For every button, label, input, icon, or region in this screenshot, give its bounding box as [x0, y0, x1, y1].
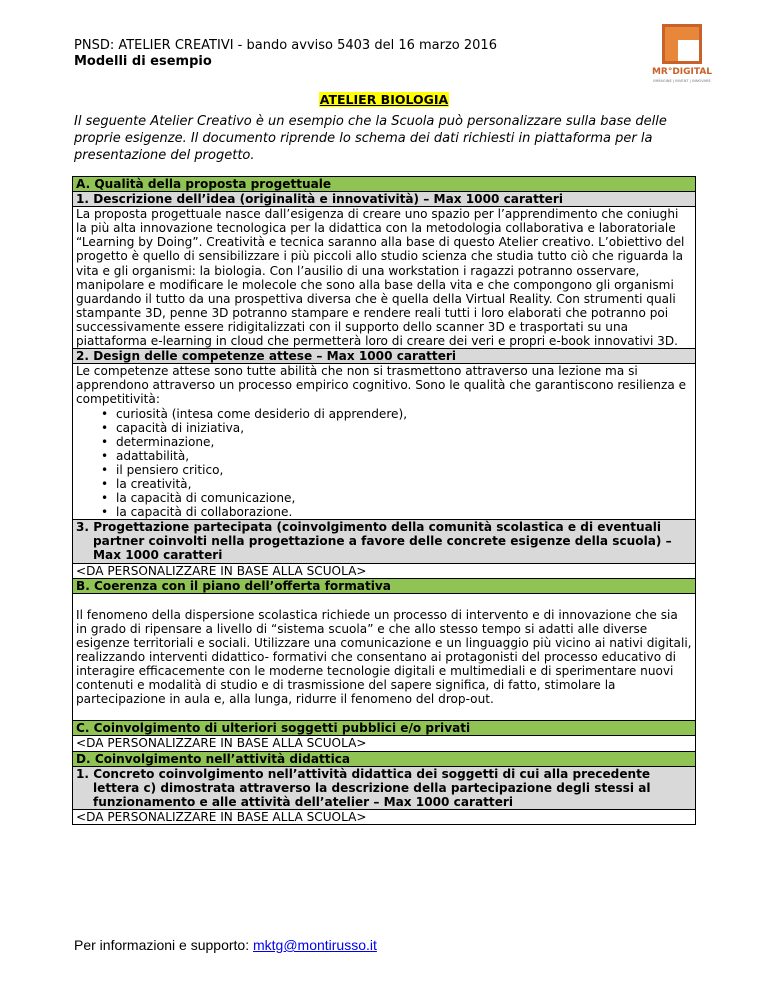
logo-name: MR°DIGITAL	[651, 67, 713, 77]
list-item: • curiosità (intesa come desiderio di apprendere),	[116, 407, 692, 421]
mr-digital-logo	[648, 24, 716, 84]
a2-title: 2. Design delle competenze attese – Max 1000 caratteri	[73, 348, 695, 363]
header-line-2: Modelli di esempio	[74, 54, 212, 69]
document-header	[74, 38, 497, 70]
a1-body: La proposta progettuale nasce dall’esigenza di creare uno spazio per l’apprendimento che coniughi la più alta innovazione tecnologica per la didattica con la metodologia collaborativa e laboratoriale “Learning by Doing”. Creatività e tecnica saranno alla base di questo Atelier creativo. L’obiettivo del progetto è quello di sensibilizzare i più piccoli allo studio scienza che studia tutto ciò che riguarda la vita e gli organismi: la biologia. Con l’ausilio di una workstation i ragazzi potranno osservare, manipolare e modificare le molecole che sono alla base della vita e che compongono gli organismi guardando il tutto da una prospettiva diversa che è quella della Virtual Reality. Con strumenti quali stampante 3D, penne 3D potranno stampare e rendere reali tutti i loro elaborati che potranno poi successivamente essere ridigitalizzati con il supporto dello scanner 3D e trasportati su una piattaforma e-learning in cloud che permetterà loro di creare dei veri e propri e-book innovativi 3D.	[73, 206, 695, 348]
list-item: • capacità di iniziativa,	[116, 421, 692, 435]
footer-label: Per informazioni e supporto:	[74, 937, 253, 953]
list-item: • la capacità di collaborazione.	[116, 505, 692, 519]
support-email-link[interactable]: mktg@montirusso.it	[252, 937, 377, 953]
competence-list	[76, 407, 692, 520]
logo-tagline: IMMAGINE | INVENT | INNOVARE	[653, 79, 711, 83]
a2-body-cell	[73, 363, 695, 519]
document-title-wrap	[0, 89, 768, 108]
a3-title: 3. Progettazione partecipata (coinvolgimento della comunità scolastica e di eventuali partner coinvolti nella progettazione a favore delle concrete esigenze della scuola) – Max 1000 caratteri	[73, 519, 695, 562]
b-body-cell	[73, 593, 695, 721]
section-b-header: B. Coerenza con il piano dell’offerta formativa	[73, 578, 695, 593]
d1-title: 1. Concreto coinvolgimento nell’attività didattica dei soggetti di cui alla precedente lettera c) dimostrata attraverso la descrizione della partecipazione degli stessi al funzionamento e alle attività dell’atelier – Max 1000 caratteri	[73, 766, 695, 809]
a3-body: <DA PERSONALIZZARE IN BASE ALLA SCUOLA>	[73, 563, 695, 578]
list-item: • la capacità di comunicazione,	[116, 491, 692, 505]
b-body: Il fenomeno della dispersione scolastica richiede un processo di intervento e di innovazione che sia in grado di ripensare a livello di “sistema scuola” e che allo stesso tempo si adatti alle diverse esigenze territoriali e sociali. Utilizzare una comunicazione e un linguaggio più vicino ai nativi digitali, realizzando interventi didattico- formativi che consentano ai protagonisti del processo educativo di interagire efficacemente con le moderne tecnologie digitali e multimediali e di sperimentare nuovi contenuti e modalità di studio e di trasmissione del sapere significa, di fatto, stimolare la partecipazione in aula e, alla lunga, ridurre il fenomeno del drop-out.	[76, 607, 692, 707]
a1-title: 1. Descrizione dell’idea (originalità e innovatività) – Max 1000 caratteri	[73, 191, 695, 206]
section-d-header: D. Coinvolgimento nell’attività didattica	[73, 751, 695, 766]
c-body: <DA PERSONALIZZARE IN BASE ALLA SCUOLA>	[73, 735, 695, 750]
header-line-1: PNSD: ATELIER CREATIVI - bando avviso 5403 del 16 marzo 2016	[74, 38, 497, 53]
a2-body: Le competenze attese sono tutte abilità che non si trasmettono attraverso una lezione ma si apprendono attraverso un processo empirico cognitivo. Sono le qualità che garantiscono resilienza e competitività:	[76, 364, 687, 407]
section-c-header: C. Coinvolgimento di ulteriori soggetti pubblici e/o privati	[73, 720, 695, 735]
document-title: ATELIER BIOLOGIA	[319, 92, 449, 107]
spacer	[76, 706, 692, 720]
list-item: • determinazione,	[116, 435, 692, 449]
d1-body: <DA PERSONALIZZARE IN BASE ALLA SCUOLA>	[73, 809, 695, 824]
project-table	[72, 176, 696, 825]
list-item: • adattabilità,	[116, 449, 692, 463]
intro-paragraph: Il seguente Atelier Creativo è un esempio che la Scuola può personalizzare sulla base delle proprie esigenze. Il documento riprende lo schema dei dati richiesti in piattaforma per la presentazione del progetto.	[74, 114, 667, 163]
spacer	[76, 594, 692, 608]
document-footer	[74, 937, 377, 953]
section-a-header: A. Qualità della proposta progettuale	[73, 177, 695, 191]
list-item: • il pensiero critico,	[116, 463, 692, 477]
list-item: • la creatività,	[116, 477, 692, 491]
